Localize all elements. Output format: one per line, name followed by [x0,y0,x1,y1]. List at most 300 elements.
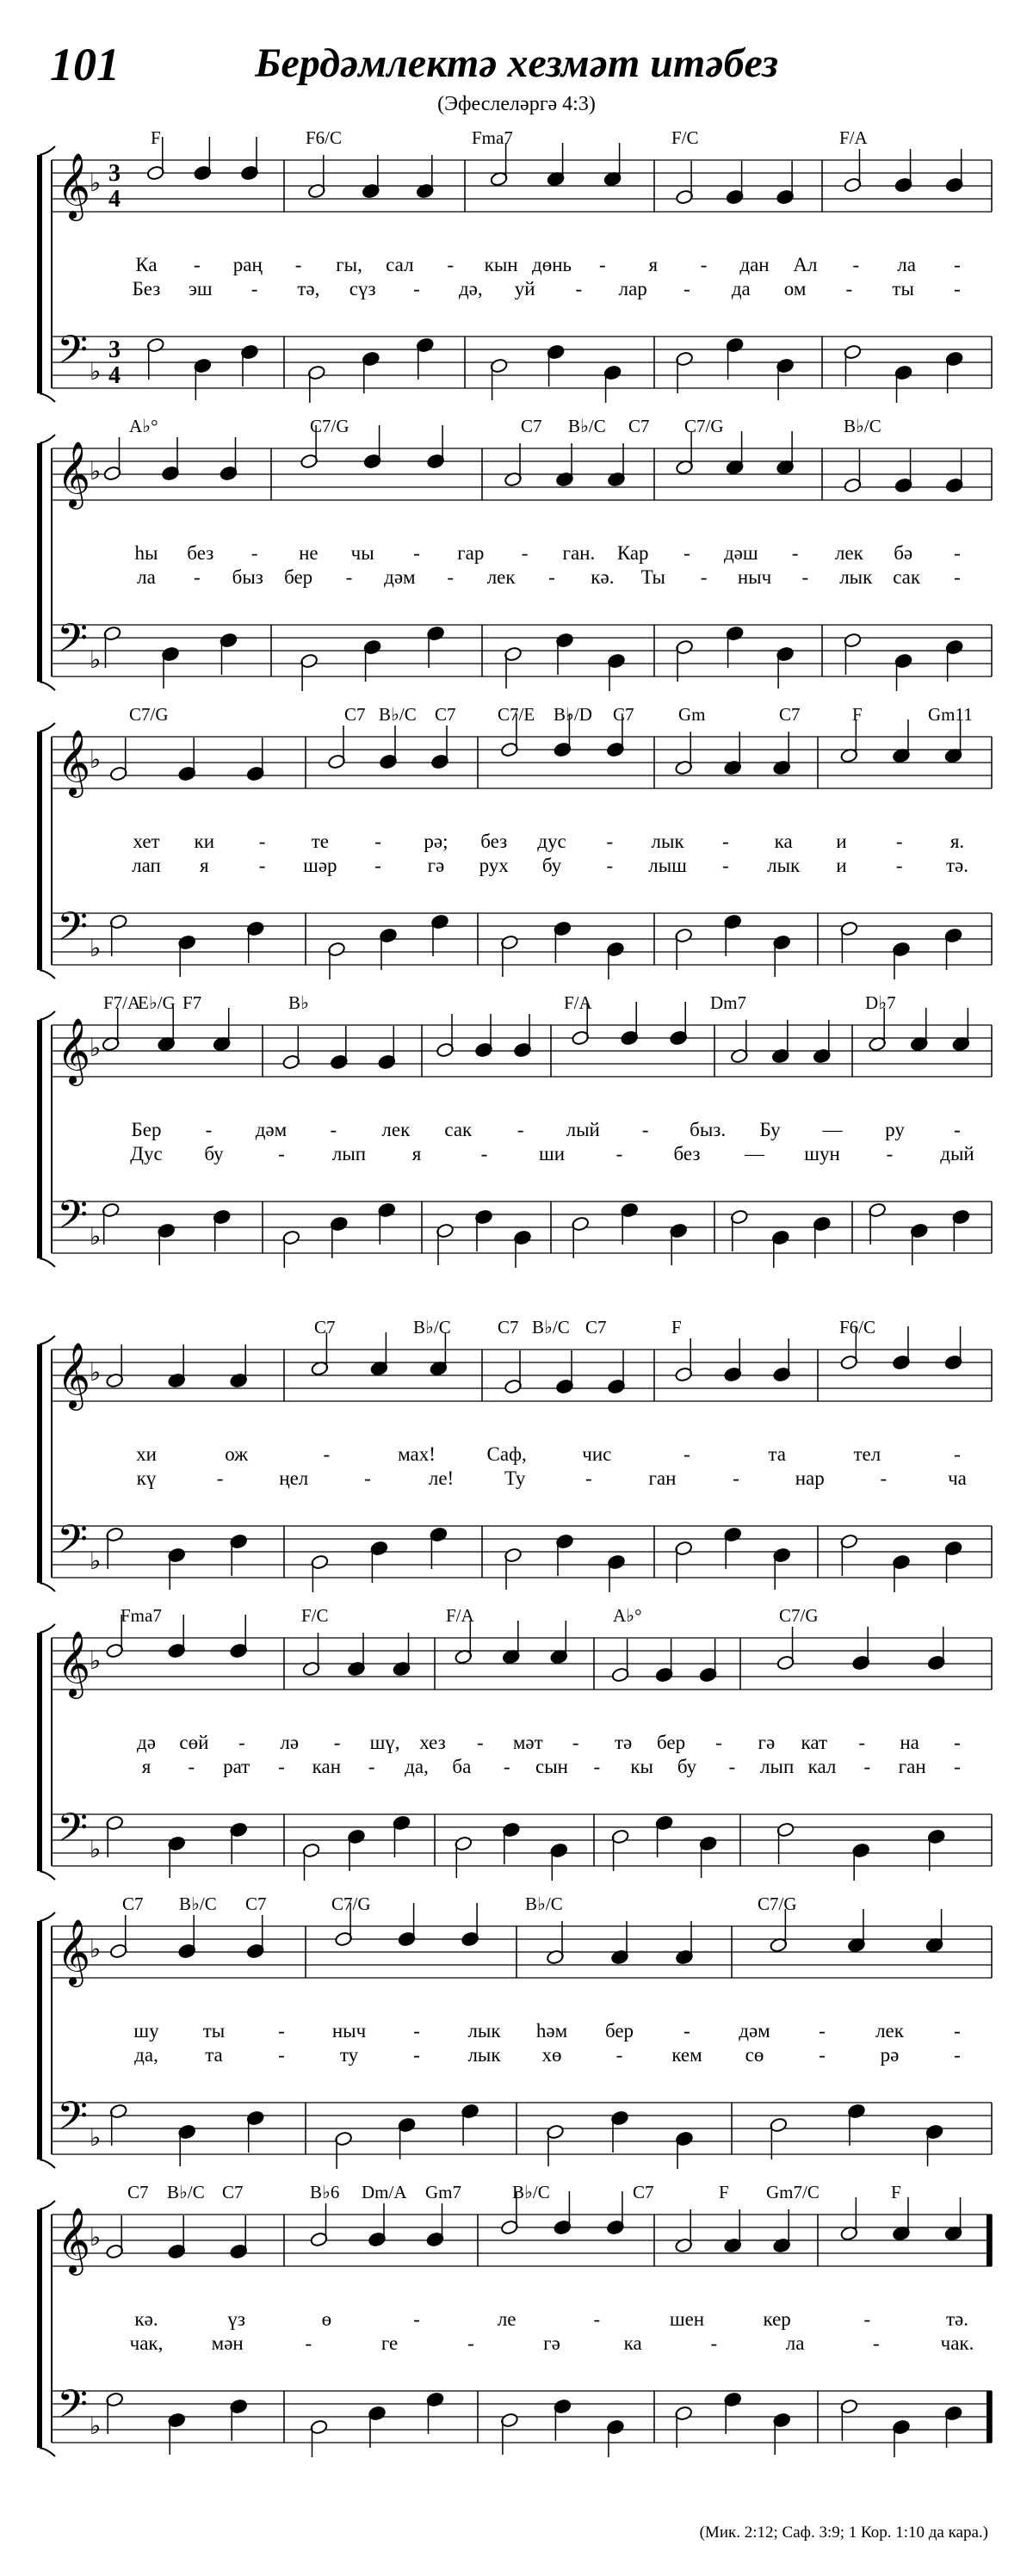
lyric-syllable: - [615,2044,623,2066]
lyric-syllable: ож [225,1443,249,1465]
flat-icon: ♭ [90,745,102,774]
chord-symbol: C7 [498,1317,519,1337]
lyric-syllable: - [188,1756,195,1777]
lyric-syllable: - [954,1732,961,1753]
chord-symbol: A♭° [613,1605,642,1626]
score-system [0,1317,1033,1592]
lyrics-verse-2 [0,855,1033,880]
chord-symbol: B♭/C [512,2182,550,2202]
treble-clef-icon: 𝄞 [57,729,91,795]
lyric-syllable: - [294,254,302,275]
lyric-syllable: - [278,2020,285,2042]
lyric-syllable: дус [537,831,566,852]
lyric-syllable: — [745,1143,764,1164]
lyric-syllable: - [733,1467,739,1489]
lyric-syllable: - [819,2044,826,2066]
score-system [0,416,1033,691]
lyric-syllable: чак, [129,2332,164,2354]
lyric-syllable: - [863,2308,871,2330]
lyrics-verse-2 [0,1756,1033,1782]
lyric-syllable: - [954,542,961,564]
lyric-syllable: ге [380,2332,399,2354]
lyrics-verse-1 [0,254,1033,280]
lyric-syllable: лык [651,831,684,852]
chord-symbol: B♭/C [525,1893,563,1914]
lyric-syllable: сө [745,2044,764,2066]
bass-staff [52,1526,992,1578]
lyrics-verse-2 [0,1467,1033,1493]
lyric-syllable: хез [419,1732,446,1753]
bass-staff [52,337,992,388]
lyric-syllable: гы, [336,254,362,275]
lyric-syllable: - [548,566,555,588]
flat-icon: ♭ [90,1547,102,1575]
lyric-syllable: Без [132,278,161,300]
lyric-syllable: - [447,566,455,588]
lyric-syllable: лык [467,2020,501,2042]
lyric-syllable: и [836,831,847,852]
lyric-syllable: - [872,2332,880,2354]
lyric-syllable: лып [331,1143,367,1164]
bass-clef-icon: 𝄢 [57,327,89,383]
lyrics-verse-2 [0,2044,1033,2070]
flat-icon: ♭ [90,169,102,197]
lyric-syllable: бер [656,1732,686,1753]
lyric-syllable: лык [767,855,801,876]
lyric-syllable: Дус [130,1143,163,1164]
lyric-syllable: те [311,831,329,852]
chord-symbol: F [719,2182,729,2202]
lyric-syllable: - [194,254,201,275]
lyric-syllable: мәт [512,1732,543,1753]
lyric-syllable: - [503,1756,510,1777]
lyric-syllable: кы [630,1756,653,1777]
lyric-syllable: кер [763,2308,791,2330]
chord-symbol: F6/C [839,1317,876,1337]
lyric-syllable: - [278,2044,285,2066]
flat-icon: ♭ [90,357,102,386]
lyric-syllable: дәм [384,566,416,588]
lyric-syllable: та [205,2044,223,2066]
lyric-syllable: ру [885,1119,905,1140]
lyric-syllable: - [700,566,708,588]
bass-staff [52,2391,992,2443]
chord-symbol: C7 [633,2182,654,2202]
lyric-syllable: гар [457,542,485,564]
lyric-syllable: дә, [458,278,483,300]
lyric-syllable: Бу [759,1119,781,1140]
lyric-syllable: нар [795,1467,825,1489]
chord-symbol: Dm7 [710,992,746,1013]
lyric-syllable: - [710,2332,718,2354]
chord-symbol: Gm [678,704,706,725]
lyric-syllable: - [895,855,903,876]
lyric-syllable: Бер [131,1119,162,1140]
chord-symbol: F/A [446,1605,474,1626]
chord-symbol: B♭/C [179,1893,217,1914]
chord-symbol: F7 [182,992,202,1013]
lyric-syllable: - [368,1756,375,1777]
lyric-syllable: рә; [424,831,448,852]
lyric-syllable: я. [949,831,965,852]
lyric-syllable: та [768,1443,786,1465]
lyric-syllable: ом [783,278,807,300]
chord-symbol: B♭/C [568,416,606,436]
lyric-syllable: Саф, [486,1443,527,1465]
lyric-syllable: - [194,566,201,588]
chord-symbol: A♭° [129,416,158,436]
lyric-syllable: ба [452,1756,472,1777]
lyric-syllable: да, [405,1756,429,1777]
lyric-syllable: я [648,254,659,275]
lyric-syllable: рат [223,1756,251,1777]
lyric-syllable: - [374,831,381,852]
lyric-syllable: - [858,1732,866,1753]
lyric-syllable: я [411,1143,422,1164]
lyric-syllable: бу [677,1756,697,1777]
score-system [0,2182,1033,2457]
lyric-syllable: кын [484,254,518,275]
treble-clef-icon: 𝄞 [57,1918,91,1985]
chord-symbol: B♭/C [413,1317,451,1337]
chord-symbol: F [151,127,161,148]
lyric-syllable: - [516,1119,524,1140]
lyrics-verse-1 [0,1443,1033,1469]
lyric-syllable: тел [853,1443,881,1465]
lyric-syllable: - [954,1443,961,1465]
chord-symbol: Gm7 [425,2182,461,2202]
lyric-syllable: - [880,1467,888,1489]
lyric-syllable: чак. [940,2332,974,2354]
lyric-syllable: лыш [648,855,687,876]
chord-symbol: F [671,1317,682,1337]
lyric-syllable: быз [232,566,263,588]
treble-clef-icon: 𝄞 [57,1630,91,1696]
lyric-syllable: лар [618,278,647,300]
chord-symbol: B♭/C [532,1317,570,1337]
chord-symbol: C7 [122,1893,144,1914]
lyric-syllable: - [345,566,353,588]
chord-symbol: F/C [671,127,699,148]
chord-symbol: F/A [564,992,592,1013]
lyric-syllable: бә [894,542,913,564]
lyric-syllable: рух [479,855,509,876]
lyric-syllable: дый [940,1143,974,1164]
lyric-syllable: ле [497,2308,516,2330]
lyric-syllable: сүз [349,278,376,300]
lyric-syllable: бу [204,1143,224,1164]
lyric-syllable: - [251,542,258,564]
chord-symbol: C7/G [684,416,724,436]
chord-symbol: C7/G [331,1893,371,1914]
lyric-syllable: кә. [591,566,615,588]
lyric-syllable: кат [801,1732,827,1753]
chord-symbol: B♭/C [379,704,417,725]
lyric-syllable: да, [134,2044,158,2066]
lyric-syllable: ла [897,254,916,275]
lyric-syllable: тә. [945,2308,969,2330]
lyric-syllable: эш [189,278,213,300]
chord-symbol: Gm11 [928,704,973,725]
lyric-syllable: - [722,831,729,852]
lyric-syllable: - [330,1119,337,1140]
lyrics-verse-1 [0,1732,1033,1757]
chord-symbol: C7 [585,1317,607,1337]
lyric-syllable: - [278,1143,285,1164]
lyric-syllable: - [305,2332,312,2354]
lyric-syllable: - [641,1119,649,1140]
lyric-syllable: - [477,1732,484,1753]
lyric-syllable: - [216,1467,224,1489]
lyric-syllable: дәм [739,2020,770,2042]
lyric-syllable: кан [312,1756,341,1777]
lyric-syllable: - [954,1756,961,1777]
lyric-syllable: бер [284,566,313,588]
lyric-syllable: - [954,254,961,275]
chord-symbol: C7 [628,416,650,436]
lyric-syllable: - [684,1443,690,1465]
lyric-syllable: - [467,2332,474,2354]
bass-staff [52,1814,992,1866]
lyric-syllable: - [684,542,690,564]
chord-symbol: B♭ [288,992,309,1013]
lyric-syllable: - [413,278,420,300]
treble-staff [52,1638,992,1690]
lyric-syllable: мән [211,2332,244,2354]
score-system [0,127,1033,403]
treble-clef-icon: 𝄞 [57,2207,91,2273]
lyric-syllable: и [836,855,847,876]
flat-icon: ♭ [90,457,102,485]
lyric-syllable: Ал [793,254,818,275]
flat-icon: ♭ [90,2123,102,2152]
chord-symbol: C7 [314,1317,336,1337]
lyric-syllable: кә. [134,2308,158,2330]
lyric-syllable: сөй [179,1732,209,1753]
lyric-syllable: ле! [428,1467,455,1489]
score-system [0,1893,1033,2169]
treble-staff [52,2215,992,2266]
final-barline [987,2215,992,2266]
lyric-syllable: - [480,1143,488,1164]
flat-icon: ♭ [90,1358,102,1387]
final-barline [987,2391,992,2443]
lyric-syllable: кал [807,1756,837,1777]
lyrics-verse-1 [0,2308,1033,2334]
lyric-syllable: Ты [640,566,665,588]
chord-symbol: F7/A [103,992,141,1013]
lyric-syllable: - [258,855,266,876]
lyrics-verse-1 [0,2020,1033,2046]
lyric-syllable: ө [321,2308,332,2330]
lyric-syllable: - [954,2020,961,2042]
lyric-syllable: - [954,278,961,300]
lyric-syllable: - [572,1732,579,1753]
treble-clef-icon: 𝄞 [57,441,91,507]
lyric-syllable: - [819,2020,826,2042]
lyric-syllable: рә [880,2044,900,2066]
lyric-syllable: лек [486,566,516,588]
lyric-syllable: - [413,2044,420,2066]
lyrics-verse-2 [0,2332,1033,2358]
lyric-syllable: - [599,254,606,275]
hymn-title: Бердәмлектә хезмәт итәбез [255,40,778,86]
lyric-syllable: лек [875,2020,904,2042]
flat-icon: ♭ [90,1646,102,1675]
lyrics-verse-1 [0,1119,1033,1145]
lyric-syllable: сак [893,566,921,588]
chord-symbol: C7/E [498,704,535,725]
score-system [0,1605,1033,1881]
chord-symbol: B♭/C [167,2182,205,2202]
chord-symbol: F [891,2182,901,2202]
lyric-syllable: - [333,1732,341,1753]
lyric-syllable: шен [669,2308,705,2330]
chord-symbol: D♭7 [865,992,896,1013]
lyric-syllable: лек [381,1119,411,1140]
lyric-syllable: һы [134,542,158,564]
lyric-syllable: кү [136,1467,157,1489]
lyric-syllable: кем [671,2044,702,2066]
lyric-syllable: - [886,1143,894,1164]
lyric-syllable: - [374,855,381,876]
lyric-syllable: - [205,1119,213,1140]
lyric-syllable: ка [623,2332,642,2354]
lyric-syllable: гә [427,855,445,876]
lyric-syllable: - [895,831,903,852]
chord-symbol: B♭/D [554,704,592,725]
lyric-syllable: - [954,566,961,588]
score-system [0,992,1033,1268]
lyric-syllable: хө [541,2044,562,2066]
chord-symbol: C7 [779,704,801,725]
lyric-syllable: - [323,1443,331,1465]
flat-icon: ♭ [90,2412,102,2440]
lyrics-verse-2 [0,1143,1033,1169]
lyric-syllable: шү, [369,1732,400,1753]
lyric-syllable: - [278,1756,285,1777]
chord-symbol: F/A [839,127,868,148]
lyric-syllable: ка [774,831,793,852]
lyric-syllable: - [413,2020,420,2042]
lyric-syllable: без [673,1143,701,1164]
chord-symbol: F6/C [306,127,343,148]
flat-icon: ♭ [90,1034,102,1062]
treble-clef-icon: 𝄞 [57,1017,91,1084]
chord-symbol: F [852,704,863,725]
bass-staff [52,625,992,676]
bass-clef-icon: 𝄢 [57,615,89,671]
lyric-syllable: лык [467,2044,501,2066]
lyric-syllable: да [731,278,751,300]
lyric-syllable: - [575,278,583,300]
lyric-syllable: - [521,542,529,564]
chord-symbol: B♭6 [310,2182,340,2202]
lyric-syllable: Кар [616,542,649,564]
lyric-syllable: - [606,855,614,876]
lyric-syllable: Ка [135,254,158,275]
lyric-syllable: - [593,2308,601,2330]
lyric-syllable: - [728,1756,736,1777]
lyric-syllable: - [258,831,266,852]
time-signature-numerator: 3 [108,337,121,363]
chord-symbol: F/C [301,1605,329,1626]
lyric-syllable: - [700,254,708,275]
lyric-syllable: - [413,542,420,564]
lyric-syllable: - [722,855,729,876]
lyric-syllable: я [141,1756,152,1777]
lyric-syllable: лек [834,542,863,564]
lyric-syllable: - [954,2044,961,2066]
lyric-syllable: чис [582,1443,612,1465]
flat-icon: ♭ [90,1935,102,1963]
lyric-syllable: хи [136,1443,157,1465]
lyric-syllable: - [954,1119,961,1140]
lyric-syllable: - [585,1467,592,1489]
lyric-syllable: гә [758,1732,776,1753]
lyric-syllable: мах! [398,1443,436,1465]
lyric-syllable: ки [194,831,215,852]
lyric-syllable: сак [444,1119,473,1140]
chord-symbol: Dm/A [362,2182,407,2202]
lyric-syllable: ты [892,278,914,300]
lyrics-verse-2 [0,278,1033,304]
chord-symbol: C7 [222,2182,244,2202]
bass-clef-icon: 𝄢 [57,2093,89,2149]
lyric-syllable: ла [137,566,156,588]
flat-icon: ♭ [90,1835,102,1863]
lyric-syllable: на [900,1732,919,1753]
lyric-syllable: ла [785,2332,805,2354]
bass-staff [52,1202,992,1253]
lyric-syllable: - [801,566,809,588]
lyric-syllable: ган [648,1467,677,1489]
treble-clef-icon: 𝄞 [57,1342,91,1408]
lyric-syllable: - [684,2020,690,2042]
chord-symbol: C7 [245,1893,267,1914]
lyric-syllable: ган [898,1756,926,1777]
footer-references: (Мик. 2:12; Саф. 3:9; 1 Кор. 1:10 да кара.) [699,2523,988,2542]
lyric-syllable: хет [133,831,160,852]
chord-symbol: C7 [613,704,634,725]
bass-clef-icon: 𝄢 [57,1517,89,1572]
time-signature-denominator: 4 [108,362,121,389]
lyric-syllable: без [187,542,214,564]
lyric-syllable: ча [948,1467,967,1489]
chord-symbol: Fma7 [121,1605,162,1626]
chord-symbol: C7 [344,704,366,725]
bass-clef-icon: 𝄢 [57,1192,89,1248]
lyric-syllable: - [715,1732,722,1753]
lyric-syllable: бу [541,855,562,876]
lyric-syllable: без [480,831,508,852]
lyric-syllable: — [822,1119,843,1140]
chord-symbol: C7 [127,2182,149,2202]
lyric-syllable: - [863,1756,871,1777]
lyric-syllable: - [791,542,799,564]
lyric-syllable: - [251,278,258,300]
chord-symbol: C7/G [310,416,349,436]
lyric-syllable: дәш [723,542,758,564]
lyric-syllable: һәм [535,2020,568,2042]
lyrics-verse-1 [0,831,1033,856]
flat-icon: ♭ [90,2223,102,2252]
lyric-syllable: - [615,1143,623,1164]
lyric-syllable: - [606,831,614,852]
chord-symbol: C7/G [758,1893,797,1914]
lyric-syllable: тә [614,1732,633,1753]
lyric-syllable: бер [604,2020,634,2042]
